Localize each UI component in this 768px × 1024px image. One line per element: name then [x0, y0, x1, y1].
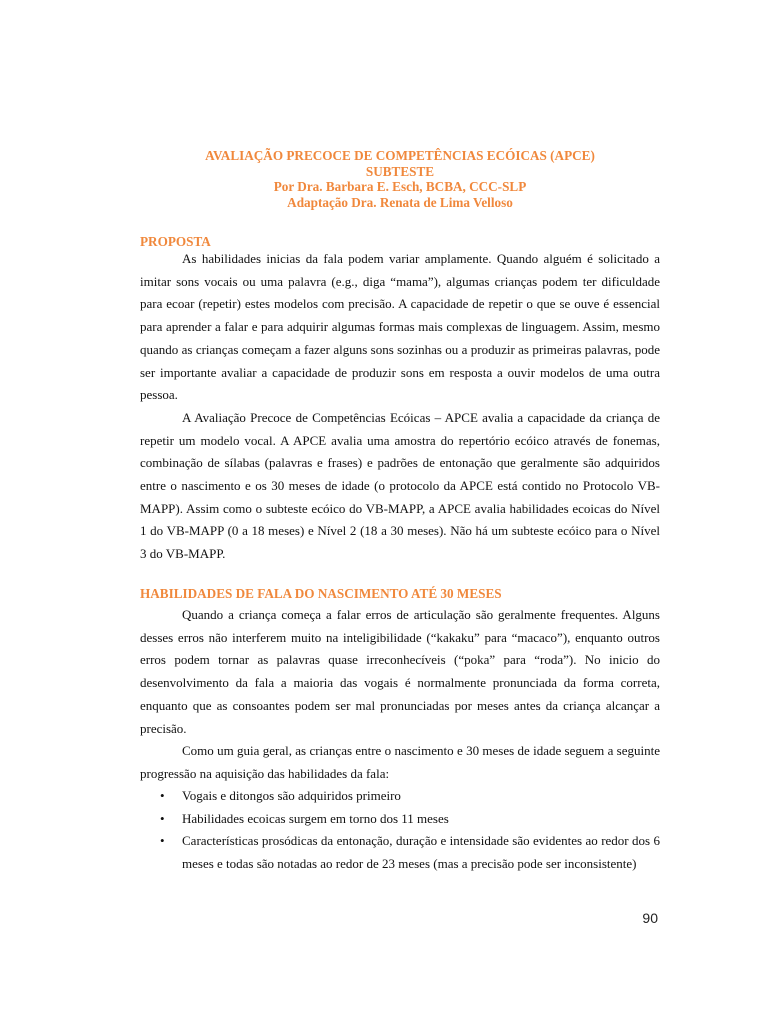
section-proposta-body: [140, 248, 660, 566]
document-title: AVALIAÇÃO PRECOCE DE COMPETÊNCIAS ECÓICAS (APCE): [205, 148, 595, 163]
paragraph: Quando a criança começa a falar erros de articulação são geralmente frequentes. Alguns desses erros não interferem muito na inteligibilidade (“kakaku” para “macaco”), enquanto outros erros podem tornar as palavras quase irreconhecíveis (“poka” para “roda”). No inicio do desenvolvimento da fala a maioria das vogais é normalmente pronunciada da forma correta, enquanto que as consoantes podem ser mal pronunciadas por meses antes da criança alcançar a precisão.: [140, 607, 660, 736]
document-subtitle: SUBTESTE: [365, 163, 435, 179]
list-item: [140, 808, 660, 831]
page-number: 90: [642, 910, 658, 926]
section-heading-proposta: PROPOSTA: [140, 234, 211, 249]
author-line: Por Dra. Barbara E. Esch, BCBA, CCC-SLP: [273, 179, 527, 194]
bullet-list: [140, 785, 660, 876]
list-item-text: Habilidades ecoicas surgem em torno dos 11 meses: [182, 810, 449, 826]
list-item: [140, 785, 660, 808]
section-habilidades-body: [140, 604, 660, 786]
list-item-text: Vogais e ditongos são adquiridos primeiro: [182, 788, 401, 803]
list-item-text: Características prosódicas da entonação, duração e intensidade são evidentes ao redor dos 6 meses e todas são notadas ao redor de 23 meses (mas a precisão pode ser inconsistente): [182, 833, 660, 872]
bullet-icon: •: [160, 788, 165, 803]
bullet-icon: •: [160, 833, 165, 849]
section-heading-habilidades: HABILIDADES DE FALA DO NASCIMENTO ATÉ 30 MESES: [140, 586, 502, 601]
paragraph: As habilidades inicias da fala podem variar amplamente. Quando alguém é solicitado a imitar sons vocais ou uma palavra (e.g., diga “mama”), algumas crianças podem ter dificuldade para ecoar (repetir) estes modelos com precisão. A capacidade de repetir o que se ouve é essencial para aprender a falar e para adquirir algumas formas mais complexas de linguagem. Assim, mesmo quando as crianças começam a fazer alguns sons sozinhas ou a produzir as primeiras palavras, pode ser importante avaliar a capacidade de produzir sons em resposta a ouvir modelos de uma outra pessoa.: [140, 251, 660, 403]
list-item: [140, 830, 660, 875]
adaptation-line: Adaptação Dra. Renata de Lima Velloso: [287, 194, 513, 210]
paragraph: Como um guia geral, as crianças entre o nascimento e 30 meses de idade seguem a seguinte progressão na aquisição das habilidades da fala:: [140, 743, 660, 781]
bullet-icon: •: [160, 810, 165, 826]
paragraph: A Avaliação Precoce de Competências Ecóicas – APCE avalia a capacidade da criança de repetir um modelo vocal. A APCE avalia uma amostra do repertório ecóico através de fonemas, combinação de sílabas (palavras e frases) e padrões de entonação que geralmente são adquiridos entre o nascimento e os 30 meses de idade (o protocolo da APCE está contido no Protocolo VB-MAPP). Assim como o subteste ecóico do VB-MAPP, a APCE avalia habilidades ecoicas do Nível 1 do VB-MAPP (0 a 18 meses) e Nível 2 (18 a 30 meses). Não há um subteste ecóico para o Nível 3 do VB-MAPP.: [140, 409, 660, 562]
document-header: [140, 148, 660, 210]
